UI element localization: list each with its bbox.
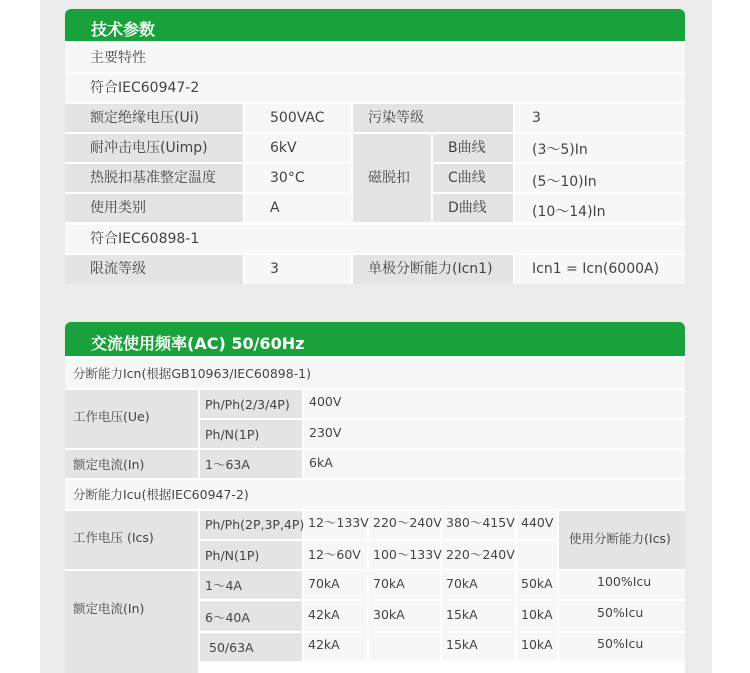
section-title: 交流使用频率(AC) 50/60Hz (91, 334, 305, 353)
ics-type: Ph/Ph(2P,3P,4P) (200, 511, 302, 539)
tech-params-card (65, 41, 685, 284)
section-header-tech-params (65, 9, 685, 41)
breaking-cell: 42kA (304, 633, 367, 661)
voltage-cell: 12～60V (304, 541, 367, 569)
usage-breaking-capacity-label: 使用分断能力(Ics) (559, 511, 685, 569)
ue-type: Ph/N(1P) (200, 420, 302, 448)
icn1-value: Icn1 = Icn(6000A) (515, 255, 685, 284)
curve-range: (3～5)In (515, 134, 685, 162)
breaking-cell: 10kA (517, 601, 557, 631)
rated-range: 6～40A (200, 601, 302, 631)
curve-name: C曲线 (433, 164, 513, 192)
section-title: 技术参数 (91, 20, 156, 39)
icn-heading: 分断能力Icn(根据GB10963/IEC60898-1) (73, 366, 312, 381)
rated-range: 1～4A (200, 571, 302, 599)
voltage-cell: 220～240V (442, 541, 515, 569)
icn1-label: 单极分断能力(Icn1) (353, 255, 513, 284)
ics-percentage: 50%Icu (559, 601, 685, 631)
param-value: 500VAC (245, 104, 351, 132)
ue-label: 工作电压(Ue) (65, 390, 198, 448)
voltage-cell: 12～133V (304, 511, 367, 539)
breaking-cell: 70kA (442, 571, 515, 599)
breaking-cell: 70kA (304, 571, 367, 599)
standard-row-iec60898 (65, 225, 685, 253)
pollution-degree-label: 污染等级 (353, 104, 513, 132)
param-value: 6kV (245, 134, 351, 162)
icn-heading-row (65, 359, 685, 388)
ics-percentage: 100%Icu (559, 571, 685, 599)
param-label: 热脱扣基准整定温度 (65, 164, 243, 192)
param-label: 使用类别 (65, 194, 243, 222)
breaking-cell: 15kA (442, 633, 515, 661)
section-header-ac-frequency (65, 322, 685, 356)
pollution-degree-value: 3 (515, 104, 685, 132)
rated-current-label: 额定电流(In) (65, 571, 198, 673)
icu-heading: 分断能力Icu(根据IEC60947-2) (73, 487, 249, 502)
main-characteristics-label: 主要特性 (90, 50, 146, 66)
ue-type: Ph/Ph(2/3/4P) (200, 390, 302, 418)
breaking-cell: 42kA (304, 601, 367, 631)
voltage-cell: 380～415V (442, 511, 515, 539)
main-characteristics-row (65, 44, 685, 72)
param-value: 30°C (245, 164, 351, 192)
curve-range: (5～10)In (515, 164, 685, 192)
curve-name: D曲线 (433, 194, 513, 222)
breaking-cell: 50kA (517, 571, 557, 599)
standard-row-iec60947 (65, 74, 685, 102)
magnetic-trip-label: 磁脱扣 (353, 134, 431, 222)
breaking-cell: 70kA (369, 571, 440, 599)
ue-value: 400V (304, 390, 685, 418)
in-range: 1～63A (200, 450, 302, 478)
breaking-cell: 30kA (369, 601, 440, 631)
param-label: 耐冲击电压(Uimp) (65, 134, 243, 162)
rated-range: 50/63A (200, 633, 302, 661)
param-label: 额定绝缘电压(Ui) (65, 104, 243, 132)
standard-label-iec60947: 符合IEC60947-2 (90, 80, 200, 96)
ics-percentage: 50%Icu (559, 633, 685, 661)
in-value: 6kA (304, 450, 685, 478)
ac-breaking-capacity-card (65, 356, 685, 673)
icu-heading-row (65, 480, 685, 509)
curve-range: (10～14)In (515, 194, 685, 222)
breaking-cell: 10kA (517, 633, 557, 661)
breaking-cell (369, 633, 440, 661)
ics-label: 工作电压 (Ics) (65, 511, 198, 569)
current-limiting-class-value: 3 (245, 255, 351, 284)
ics-type: Ph/N(1P) (200, 541, 302, 569)
param-value: A (245, 194, 351, 222)
standard-label-iec60898: 符合IEC60898-1 (90, 231, 200, 247)
voltage-cell (517, 541, 557, 569)
breaking-cell: 15kA (442, 601, 515, 631)
in-label: 额定电流(In) (65, 450, 198, 478)
voltage-cell: 440V (517, 511, 557, 539)
voltage-cell: 220～240V (369, 511, 440, 539)
voltage-cell: 100～133V (369, 541, 440, 569)
ue-value: 230V (304, 420, 685, 448)
curve-name: B曲线 (433, 134, 513, 162)
current-limiting-class-label: 限流等级 (65, 255, 243, 284)
